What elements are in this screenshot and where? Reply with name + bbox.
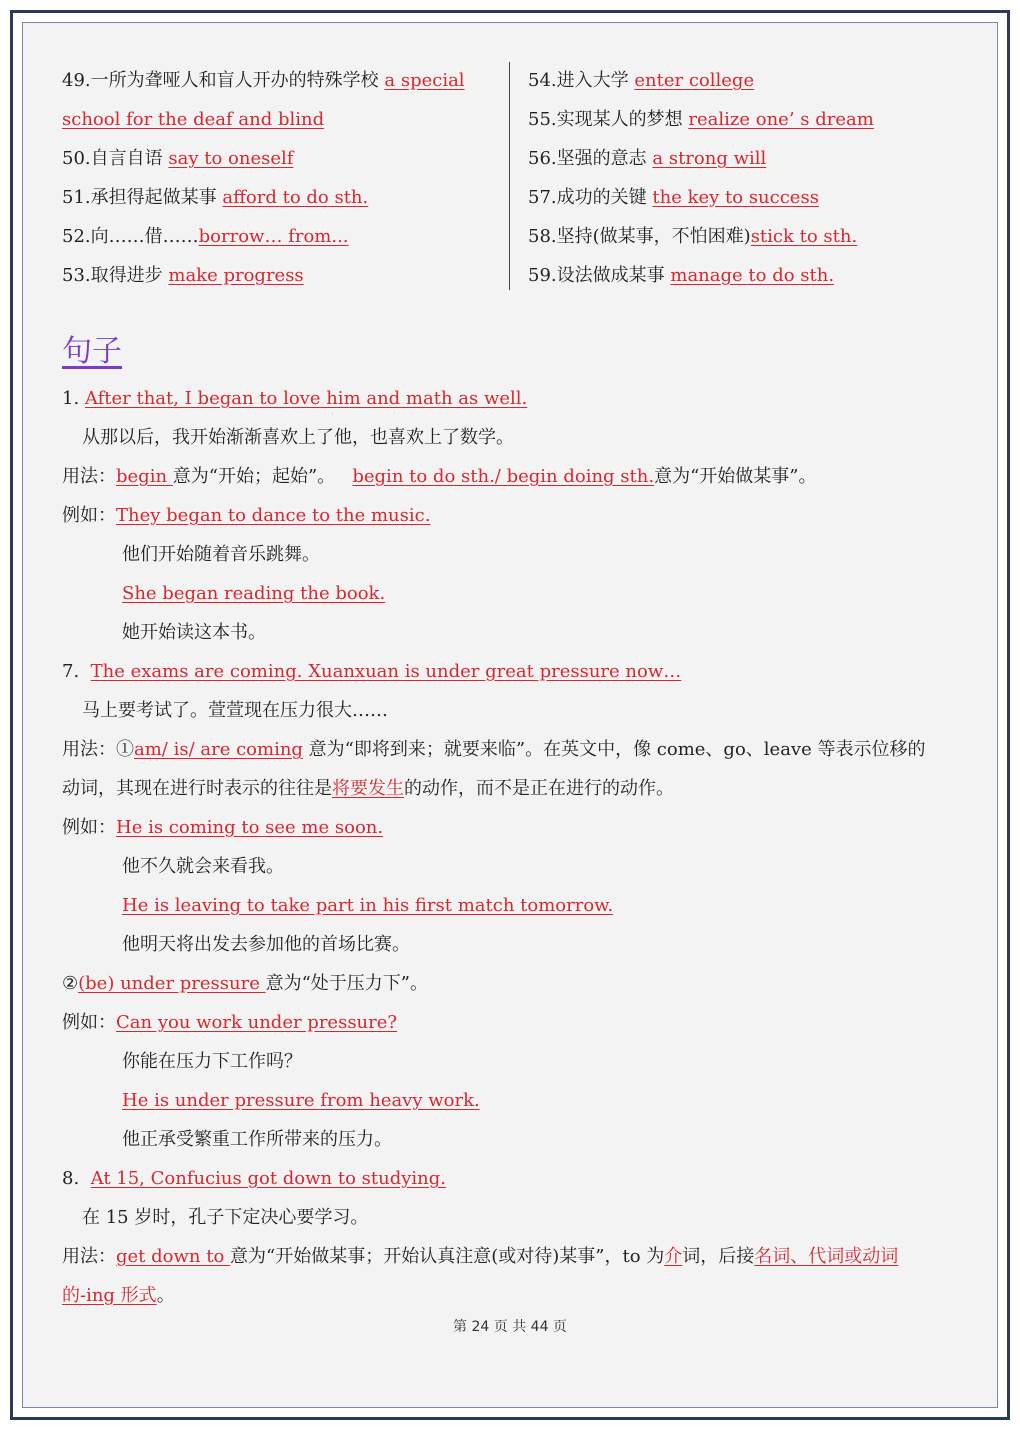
sentence-7-example-4: He is under pressure from heavy work. (122, 1090, 480, 1111)
sentence-7-usage-1-cont: 动词，其现在进行时表示的往往是将要发生的动作，而不是正在进行的动作。 (62, 778, 674, 799)
column-divider (509, 62, 510, 290)
sentence-7-translation: 马上要考试了。萱萱现在压力很大…… (82, 700, 388, 721)
vocab-item-49: 49.一所为聋哑人和盲人开办的特殊学校 a special (62, 70, 465, 91)
sentence-7-example-1: 例如：He is coming to see me soon. (62, 817, 384, 838)
vocab-item-54: 54.进入大学 enter college (528, 70, 755, 91)
sentence-1-example-1-zh: 他们开始随着音乐跳舞。 (122, 544, 320, 565)
vocab-item-49-cont: school for the deaf and blind (62, 109, 325, 130)
vocab-item-50: 50.自言自语 say to oneself (62, 148, 294, 169)
sentence-7-example-2-zh: 他明天将出发去参加他的首场比赛。 (122, 934, 410, 955)
sentence-1-usage: 用法：begin 意为“开始；起始”。 begin to do sth./ begin doing sth.意为“开始做某事”。 (62, 466, 817, 487)
sentence-8: 8. At 15, Confucius got down to studying. (62, 1168, 447, 1189)
sentence-1: 1. After that, I began to love him and math as well. (62, 388, 528, 409)
sentence-8-usage-cont: 的-ing 形式。 (62, 1285, 175, 1306)
page-number: 第 24 页 共 44 页 (453, 1319, 567, 1335)
sentence-7-usage-1: 用法：①am/ is/ are coming 意为“即将到来；就要来临”。在英文中，像 come、go、leave 等表示位移的 (62, 739, 926, 760)
vocab-item-55: 55.实现某人的梦想 realize one’ s dream (528, 109, 874, 130)
vocab-item-59: 59.设法做成某事 manage to do sth. (528, 265, 835, 286)
sentence-7-example-2: He is leaving to take part in his first match tomorrow. (122, 895, 614, 916)
sentence-1-example-2: She began reading the book. (122, 583, 386, 604)
sentence-1-example-2-zh: 她开始读这本书。 (122, 622, 266, 643)
sentence-8-usage: 用法：get down to 意为“开始做某事；开始认真注意(或对待)某事”，to 为介词，后接名词、代词或动词 (62, 1246, 899, 1267)
sentence-7-example-1-zh: 他不久就会来看我。 (122, 856, 284, 877)
vocab-item-57: 57.成功的关键 the key to success (528, 187, 819, 208)
sentence-7-usage-2: ②(be) under pressure 意为“处于压力下”。 (62, 973, 428, 994)
vocab-item-51: 51.承担得起做某事 afford to do sth. (62, 187, 369, 208)
vocab-item-53: 53.取得进步 make progress (62, 265, 304, 286)
sentence-7-example-4-zh: 他正承受繁重工作所带来的压力。 (122, 1129, 392, 1150)
section-heading: 句子 (62, 334, 122, 369)
sentence-1-example-1: 例如：They began to dance to the music. (62, 505, 431, 526)
sentence-7-example-3: 例如：Can you work under pressure? (62, 1012, 398, 1033)
sentence-7-example-3-zh: 你能在压力下工作吗？ (122, 1051, 302, 1072)
vocab-item-52: 52.向……借……borrow… from... (62, 226, 349, 247)
sentence-7: 7. The exams are coming. Xuanxuan is under great pressure now… (62, 661, 682, 682)
vocab-item-56: 56.坚强的意志 a strong will (528, 148, 767, 169)
sentence-1-translation: 从那以后，我开始渐渐喜欢上了他，也喜欢上了数学。 (82, 427, 514, 448)
vocab-item-58: 58.坚持(做某事，不怕困难)stick to sth. (528, 226, 858, 247)
sentence-8-translation: 在 15 岁时，孔子下定决心要学习。 (82, 1207, 369, 1228)
